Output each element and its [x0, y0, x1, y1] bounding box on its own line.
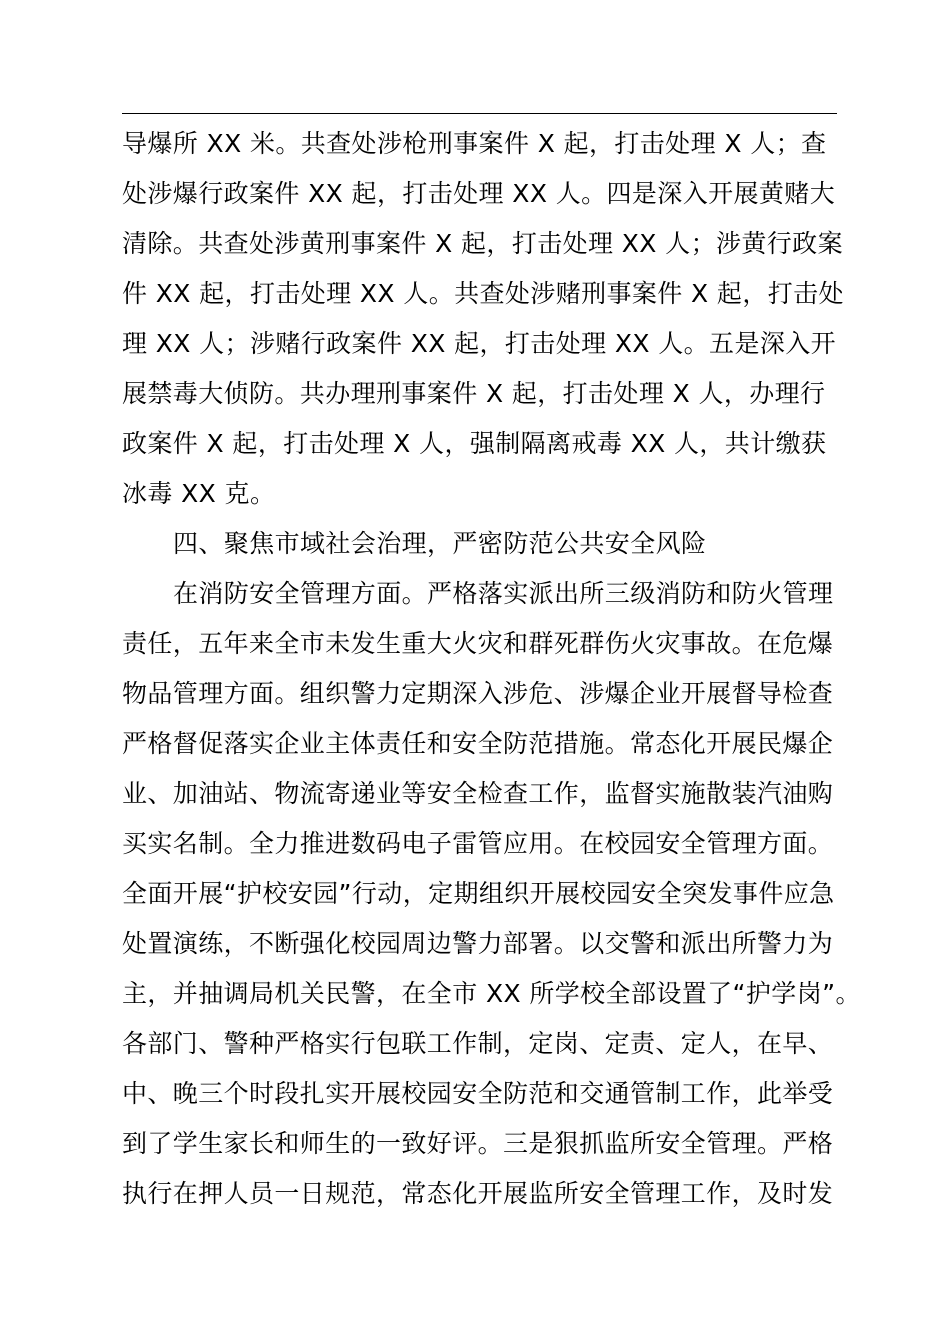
- text-line: 件 XX 起，打击处理 XX 人。共查处涉赌刑事案件 X 起，打击处: [122, 279, 844, 308]
- text-line: 清除。共查处涉黄刑事案件 X 起，打击处理 XX 人；涉黄行政案: [122, 229, 843, 258]
- text-line: 严格督促落实企业主体责任和安全防范措施。常态化开展民爆企: [122, 729, 834, 758]
- text-line: 理 XX 人；涉赌行政案件 XX 起，打击处理 XX 人。五是深入开: [122, 329, 837, 358]
- text-line: 买实名制。全力推进数码电子雷管应用。在校园安全管理方面。: [122, 829, 834, 858]
- text-line: 处涉爆行政案件 XX 起，打击处理 XX 人。四是深入开展黄赌大: [122, 179, 836, 208]
- text-line: 全面开展“护校安园”行动，定期组织开展校园安全突发事件应急: [122, 879, 835, 908]
- text-line: 物品管理方面。组织警力定期深入涉危、涉爆企业开展督导检查: [122, 679, 834, 708]
- text-line: 处置演练，不断强化校园周边警力部署。以交警和派出所警力为: [122, 929, 834, 958]
- section-heading: 四、聚焦市域社会治理，严密防范公共安全风险: [173, 529, 707, 558]
- text-line: 在消防安全管理方面。严格落实派出所三级消防和防火管理: [173, 579, 834, 608]
- text-line: 各部门、警种严格实行包联工作制，定岗、定责、定人，在早、: [122, 1029, 834, 1058]
- header-rule: [122, 113, 837, 114]
- text-line: 执行在押人员一日规范，常态化开展监所安全管理工作，及时发: [122, 1179, 834, 1208]
- document-body: [122, 119, 862, 1219]
- text-line: 展禁毒大侦防。共办理刑事案件 X 起，打击处理 X 人，办理行: [122, 379, 826, 408]
- text-line: 中、晚三个时段扎实开展校园安全防范和交通管制工作，此举受: [122, 1079, 834, 1108]
- text-line: 主，并抽调局机关民警，在全市 XX 所学校全部设置了“护学岗”。: [122, 979, 861, 1008]
- text-line: 冰毒 XX 克。: [122, 479, 276, 508]
- text-line: 到了学生家长和师生的一致好评。三是狠抓监所安全管理。严格: [122, 1129, 834, 1158]
- text-line: 导爆所 XX 米。共查处涉枪刑事案件 X 起，打击处理 X 人；查: [122, 129, 827, 158]
- text-line: 政案件 X 起，打击处理 X 人，强制隔离戒毒 XX 人，共计缴获: [122, 429, 827, 458]
- text-line: 业、加油站、物流寄递业等安全检查工作，监督实施散装汽油购: [122, 779, 834, 808]
- text-line: 责任，五年来全市未发生重大火灾和群死群伤火灾事故。在危爆: [122, 629, 834, 658]
